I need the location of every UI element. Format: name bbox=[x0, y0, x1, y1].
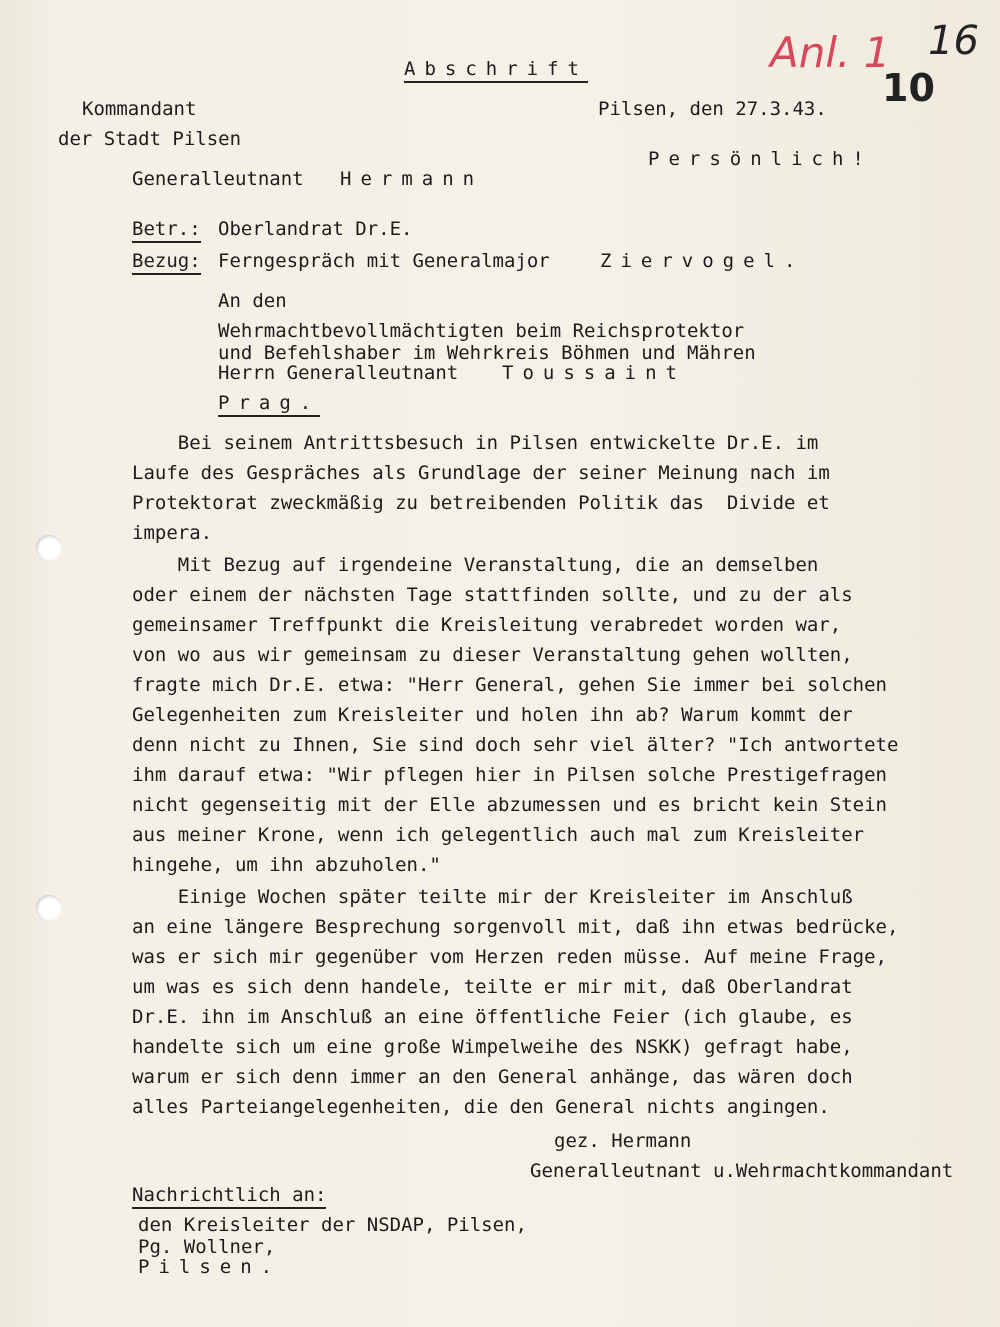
betr-label: Betr.: bbox=[132, 218, 201, 243]
sender-rank: Generalleutnant bbox=[132, 168, 304, 190]
body-line: an eine längere Besprechung sorgenvoll mit, daß ihn etwas bedrücke, bbox=[132, 916, 899, 938]
body-line: nicht gegenseitig mit der Elle abzumessen und es bricht kein Stein bbox=[132, 794, 887, 816]
signature-line-1: gez. Hermann bbox=[554, 1130, 692, 1152]
signature-line-2: Generalleutnant u.Wehrmachtkommandant bbox=[530, 1160, 954, 1182]
body-line: von wo aus wir gemeinsam zu dieser Veranstaltung gehen wollten, bbox=[132, 644, 853, 666]
recipient-name: Toussaint bbox=[502, 362, 686, 384]
body-line: warum er sich denn immer an den General anhänge, das wären doch bbox=[132, 1066, 853, 1088]
body-line: Einige Wochen später teilte mir der Kreisleiter im Anschluß bbox=[132, 886, 853, 908]
recipient-line-3: und Befehlshaber im Wehrkreis Böhmen und Mähren bbox=[218, 342, 756, 364]
body-line: Gelegenheiten zum Kreisleiter und holen ihn ab? Warum kommt der bbox=[132, 704, 853, 726]
body-line: ihm darauf etwa: "Wir pflegen hier in Pilsen solche Prestigefragen bbox=[132, 764, 887, 786]
body-line: aus meiner Krone, wenn ich gelegentlich auch mal zum Kreisleiter bbox=[132, 824, 865, 846]
body-line: fragte mich Dr.E. etwa: "Herr General, gehen Sie immer bei solchen bbox=[132, 674, 887, 696]
body-line: Mit Bezug auf irgendeine Veranstaltung, die an demselben bbox=[132, 554, 819, 576]
body-line: Laufe des Gespräches als Grundlage der seiner Meinung nach im bbox=[132, 462, 830, 484]
sender-line-1: Kommandant bbox=[82, 98, 197, 120]
bezug-label: Bezug: bbox=[132, 250, 201, 275]
body-line: um was es sich denn handele, teilte er mir mit, daß Oberlandrat bbox=[132, 976, 853, 998]
cc-line-1: den Kreisleiter der NSDAP, Pilsen, bbox=[138, 1214, 527, 1236]
body-line: denn nicht zu Ihnen, Sie sind doch sehr viel älter? "Ich antwortete bbox=[132, 734, 899, 756]
cc-label: Nachrichtlich an: bbox=[132, 1184, 326, 1209]
sender-line-2: der Stadt Pilsen bbox=[58, 128, 242, 150]
sender-name: Hermann bbox=[340, 168, 484, 190]
body-line: alles Parteiangelegenheiten, die den General nichts angingen. bbox=[132, 1096, 830, 1118]
bezug-text: Ferngespräch mit Generalmajor bbox=[218, 250, 550, 272]
punch-hole-bottom bbox=[36, 895, 62, 921]
body-line: hingehe, um ihn abzuholen." bbox=[132, 854, 441, 876]
body-line: was er sich mir gegenüber vom Herzen reden müsse. Auf meine Frage, bbox=[132, 946, 887, 968]
recipient-line-2: Wehrmachtbevollmächtigten beim Reichsprotektor bbox=[218, 320, 745, 342]
bezug-name: Ziervogel. bbox=[600, 250, 805, 272]
place-date: Pilsen, den 27.3.43. bbox=[598, 98, 827, 120]
betr-text: Oberlandrat Dr.E. bbox=[218, 218, 413, 240]
body-line: gemeinsamer Treffpunkt die Kreisleitung verabredet worden war, bbox=[132, 614, 842, 636]
body-line: Bei seinem Antrittsbesuch in Pilsen entwickelte Dr.E. im bbox=[132, 432, 819, 454]
personal-note: Persönlich! bbox=[648, 148, 873, 170]
handwritten-reference: Anl. 1 bbox=[770, 28, 891, 77]
punch-hole-top bbox=[36, 535, 62, 561]
document-title: Abschrift bbox=[404, 58, 588, 83]
body-line: oder einem der nächsten Tage stattfinden sollte, und zu der als bbox=[132, 584, 853, 606]
recipient-line-4: Herrn Generalleutnant bbox=[218, 362, 459, 384]
body-line: Dr.E. ihn im Anschluß an eine öffentliche Feier (ich glaube, es bbox=[132, 1006, 853, 1028]
body-line: Protektorat zweckmäßig zu betreibenden Politik das Divide et bbox=[132, 492, 830, 514]
body-line: handelte sich um eine große Wimpelweihe des NSKK) gefragt habe, bbox=[132, 1036, 853, 1058]
body-line: impera. bbox=[132, 522, 213, 544]
cc-line-3: Pilsen. bbox=[138, 1256, 282, 1278]
recipient-line-1: An den bbox=[218, 290, 287, 312]
handwritten-page-number: 10 bbox=[882, 66, 935, 110]
cc-line-2: Pg. Wollner, bbox=[138, 1236, 276, 1258]
recipient-city: Prag. bbox=[218, 392, 320, 417]
handwritten-page-number-top: 16 bbox=[928, 18, 979, 64]
